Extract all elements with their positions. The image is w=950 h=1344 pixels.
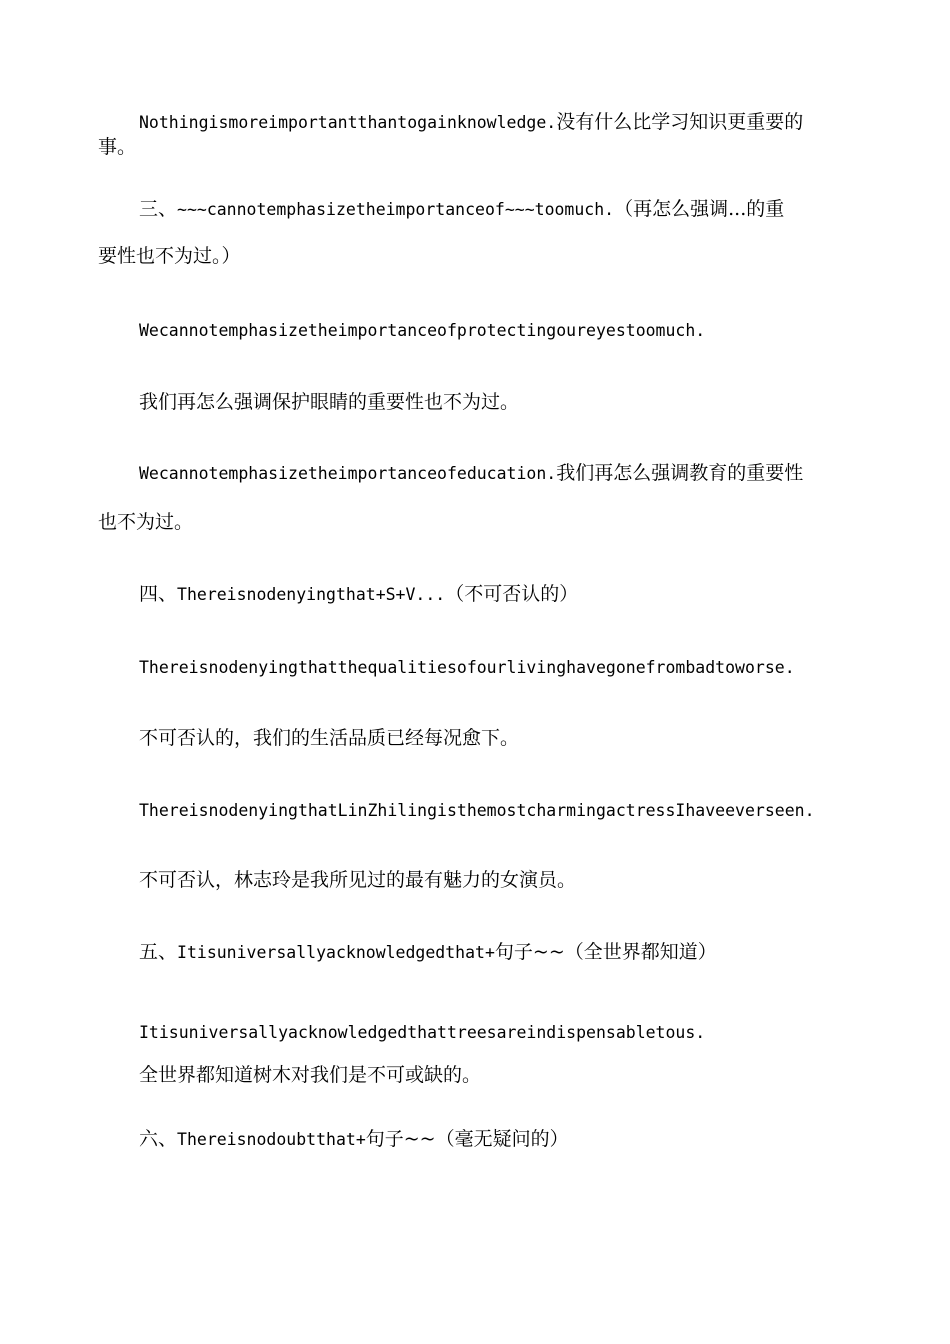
english-sentence: Itisuniversallyacknowledgedthattreesareindispensabletous. xyxy=(139,1023,706,1042)
section-number: 六、 xyxy=(139,1128,178,1150)
english-sentence: Wecannotemphasizetheimportanceofprotectingoureyestoomuch. xyxy=(139,321,706,340)
chinese-meaning: 句子~~（毫无疑问的） xyxy=(365,1128,569,1150)
heading-section-3-continued xyxy=(0,244,950,268)
english-sentence: Thereisnodenyingthatthequalitiesofourlivinghavegonefrombadtoworse. xyxy=(139,658,795,677)
section-number: 五、 xyxy=(139,941,178,963)
chinese-continuation: 事。 xyxy=(98,136,137,158)
chinese-translation: 我们再怎么强调教育的重要性 xyxy=(556,462,804,484)
example-3a-chinese xyxy=(0,390,950,414)
example-3b xyxy=(0,461,950,486)
english-sentence: ThereisnodenyingthatLinZhilingisthemostcharmingactressIhaveeverseen. xyxy=(139,801,815,820)
chinese-translation: 不可否认的，我们的生活品质已经每况愈下。 xyxy=(139,727,520,749)
example-3b-continued xyxy=(0,510,950,534)
english-sentence: Nothingismoreimportantthantogainknowledge. xyxy=(139,113,557,132)
chinese-continuation: 要性也不为过。） xyxy=(98,245,241,267)
paragraph-knowledge-continued xyxy=(0,135,950,159)
heading-section-4 xyxy=(0,582,950,607)
english-sentence: Wecannotemphasizetheimportanceofeducation. xyxy=(139,464,557,483)
example-5-chinese xyxy=(0,1063,950,1087)
example-5-english xyxy=(0,1020,950,1045)
chinese-meaning: （不可否认的） xyxy=(445,583,579,605)
chinese-translation: 我们再怎么强调保护眼睛的重要性也不为过。 xyxy=(139,391,520,413)
paragraph-knowledge xyxy=(0,110,950,135)
heading-section-5 xyxy=(0,940,950,965)
chinese-meaning: （再怎么强调...的重 xyxy=(614,198,785,220)
chinese-meaning: 句子~~（全世界都知道） xyxy=(494,941,717,963)
chinese-translation: 没有什么比学习知识更重要的 xyxy=(556,111,804,133)
example-4a-chinese xyxy=(0,726,950,750)
chinese-translation: 不可否认，林志玲是我所见过的最有魅力的女演员。 xyxy=(139,869,577,891)
english-pattern: Itisuniversallyacknowledgedthat+ xyxy=(177,943,495,962)
section-number: 四、 xyxy=(139,583,178,605)
english-pattern: Thereisnodenyingthat+S+V... xyxy=(177,585,446,604)
example-4a-english xyxy=(0,655,950,680)
section-number: 三、 xyxy=(139,198,178,220)
example-4b-english xyxy=(0,798,950,823)
english-pattern: Thereisnodoubtthat+ xyxy=(177,1130,366,1149)
example-3a-english xyxy=(0,318,950,343)
heading-section-3 xyxy=(0,197,950,222)
chinese-translation: 全世界都知道树木对我们是不可或缺的。 xyxy=(139,1064,482,1086)
english-pattern: ~~~cannotemphasizetheimportanceof~~~toomuch. xyxy=(177,200,615,219)
chinese-continuation: 也不为过。 xyxy=(98,511,194,533)
example-4b-chinese xyxy=(0,868,950,892)
heading-section-6 xyxy=(0,1127,950,1152)
